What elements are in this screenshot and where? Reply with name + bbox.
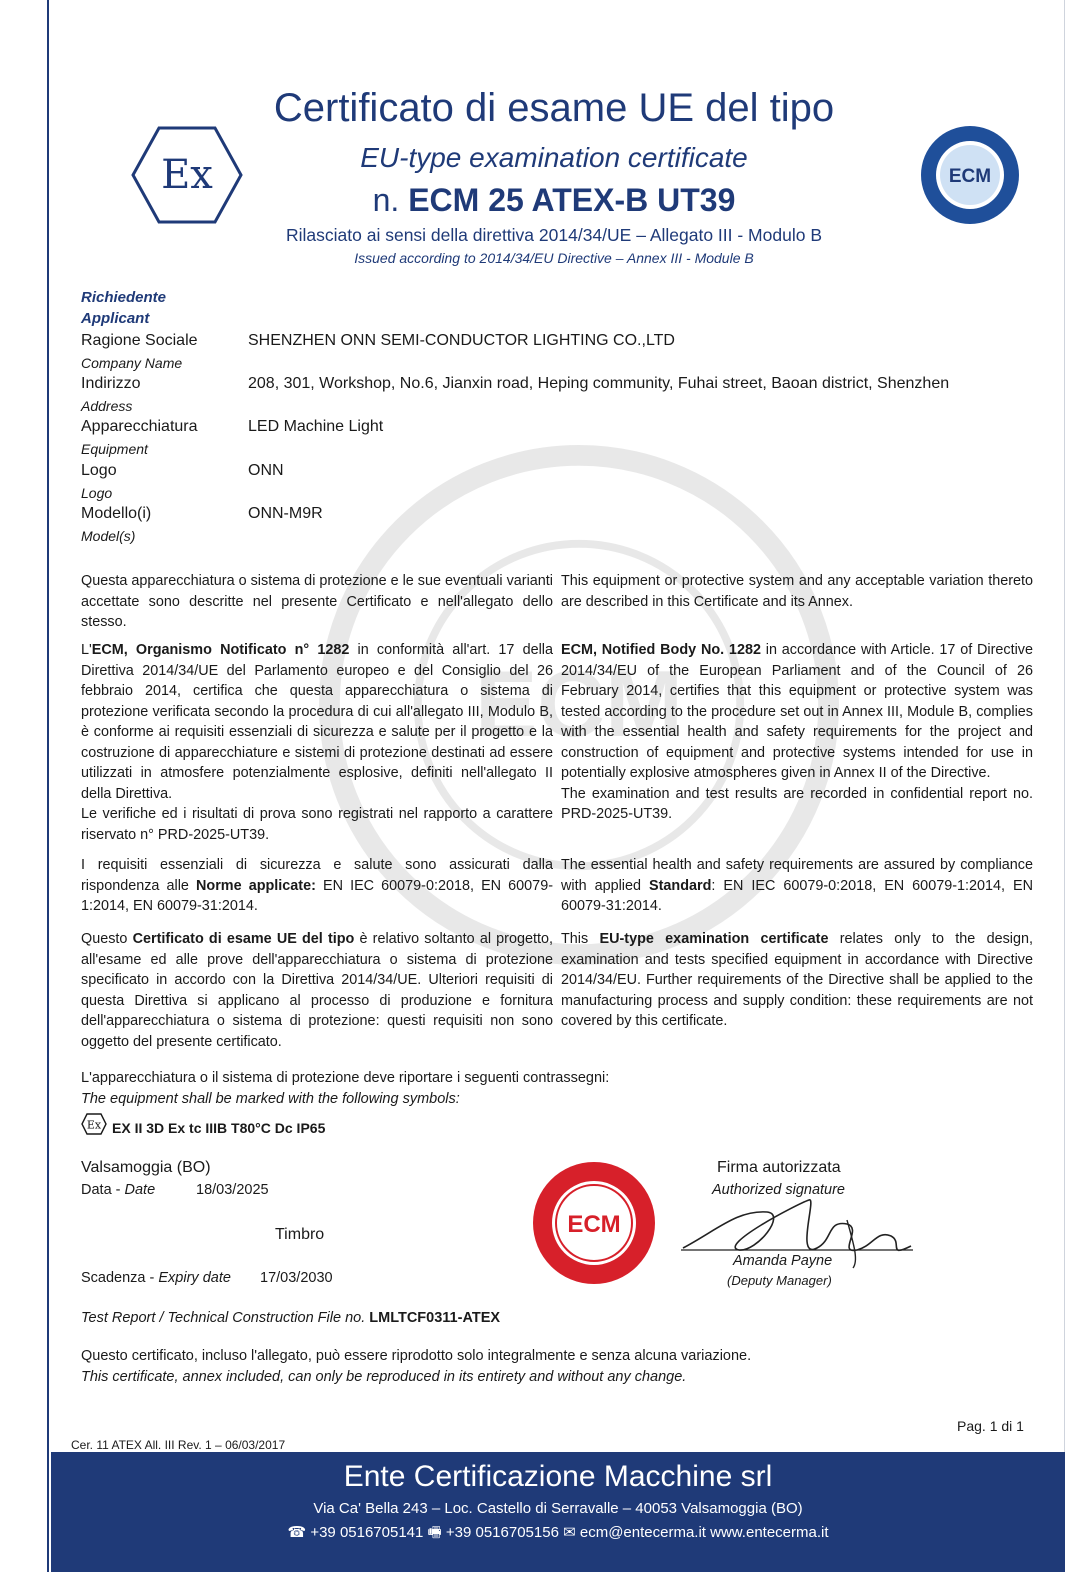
- signature-label-it: Firma autorizzata: [717, 1159, 841, 1176]
- field-label-en: Model(s): [81, 528, 136, 544]
- equipment-value: LED Machine Light: [248, 418, 384, 435]
- marking-intro-it: L'apparecchiatura o il sistema di protezione deve riportare i seguenti contrassegni:: [81, 1070, 610, 1086]
- fax-icon: 🖷: [427, 1524, 442, 1541]
- page-number: Pag. 1 di 1: [957, 1418, 1024, 1434]
- svg-text:ECM: ECM: [948, 166, 992, 187]
- footer-website[interactable]: www.entecerma.it: [710, 1524, 829, 1541]
- date-value: 18/03/2025: [196, 1182, 269, 1198]
- footer-contacts: [51, 1522, 1065, 1547]
- issued-directive-en: Issued according to 2014/34/EU Directive – Annex III - Module B: [354, 250, 754, 266]
- paragraph-description-it: Questa apparecchiatura o sistema di protezione e le sue eventuali varianti accettate sono descritte nel presente Certificato e nell'allegato dello stesso.: [81, 573, 553, 630]
- reproduction-notice-it: Questo certificato, incluso l'allegato, può essere riprodotto solo integralmente e senza alcuna variazione.: [81, 1348, 752, 1364]
- reproduction-notice-en: This certificate, annex included, can only be reproduced in its entirety and without any change.: [81, 1369, 687, 1385]
- certificate-title-en: EU-type examination certificate: [360, 142, 748, 173]
- footer-fax: +39 0516705156: [445, 1524, 559, 1541]
- model-value: ONN-M9R: [248, 505, 323, 522]
- footer-company-name: Ente Certificazione Macchine srl: [343, 1460, 773, 1493]
- field-label-en: Company Name: [81, 355, 183, 371]
- field-label-en: Address: [81, 398, 133, 414]
- field-label-it: Logo: [81, 462, 117, 479]
- paragraph-scope-it: Questo Certificato di esame UE del tipo è relativo soltanto al progetto, all'esame ed alle prove dell'apparecchiatura o sistema di protezione specificato in accordo con la Direttiva 2014/34/UE. Ulteriori requisiti di questa Direttiva si applicano al processo di produzione e fornitura dell'apparecchiatura o sistema di protezione: questi requisiti non sono oggetto del presente certificato.: [81, 931, 553, 1050]
- signer-name: Amanda Payne: [733, 1253, 833, 1269]
- svg-text:Ex: Ex: [161, 152, 213, 198]
- issued-directive-it: Rilasciato ai sensi della direttiva 2014/34/UE – Allegato III - Modulo B: [286, 225, 822, 245]
- ecm-red-stamp-icon: [531, 1160, 657, 1286]
- paragraph-notified-body-it: L'ECM, Organismo Notificato n° 1282 in conformità all'art. 17 della Direttiva 2014/34/UE del Parlamento europeo e del Consiglio del 26 febbraio 2014, certifica che questa apparecchiatura o sistema di protezione verificata secondo la procedura di cui all'allegato III, Modulo B, è conforme ai requisiti essenziali di sicurezza e salute per il progetto e la costruzione di apparecchiature e sistemi di protezione destinati ad essere utilizzati in atmosfere potenzialmente esplosive, definiti nell'allegato II della Direttiva. Le verifiche ed i risultati di prova sono registrati nel rapporto a carattere riservato n° PRD-2025-UT39.: [81, 642, 553, 843]
- field-label-en: Logo: [81, 485, 113, 501]
- phone-icon: ☎: [287, 1524, 307, 1541]
- certificate-page: [47, 0, 1065, 1572]
- svg-text:ECM: ECM: [567, 1211, 621, 1238]
- field-label-it: Modello(i): [81, 505, 152, 522]
- footer: [51, 1452, 1065, 1572]
- ex-hexagon-small-icon: [81, 1113, 107, 1135]
- paragraph-notified-body-en: ECM, Notified Body No. 1282 in accordance with Article. 17 of Directive 2014/34/EU of the European Parliament and of the Council of 26 February 2014, certifies that this equipment or protective system was tested according to the procedure set out in Annex III, Module B, complies with the essential health and safety requirements for the project and construction of equipment and protective systems intended for use in potentially explosive atmospheres given in Annex II of the Directive. The examination and test results are recorded in confidential report no. PRD-2025-UT39.: [561, 642, 1033, 822]
- signature-label-en: Authorized signature: [712, 1182, 845, 1198]
- field-label-it: Apparecchiatura: [81, 418, 198, 435]
- field-label-it: Ragione Sociale: [81, 332, 198, 349]
- email-icon: ✉: [563, 1524, 576, 1541]
- certificate-title-it: Certificato di esame UE del tipo: [273, 86, 835, 130]
- place: Valsamoggia (BO): [81, 1159, 211, 1176]
- applicant-heading-en: Applicant: [81, 310, 150, 327]
- applicant-heading-it: Richiedente: [81, 289, 167, 306]
- logo-value: ONN: [248, 462, 284, 479]
- footer-address: Via Ca' Bella 243 – Loc. Castello di Serravalle – 40053 Valsamoggia (BO): [313, 1500, 803, 1517]
- paragraph-description-en: This equipment or protective system and any acceptable variation thereto are described in this Certificate and its Annex.: [561, 573, 1033, 610]
- marking-intro-en: The equipment shall be marked with the following symbols:: [81, 1091, 460, 1107]
- test-report: Test Report / Technical Construction File no. LMLTCF0311-ATEX: [81, 1310, 501, 1326]
- svg-text:ECM: ECM: [475, 651, 683, 757]
- field-label-it: Indirizzo: [81, 375, 141, 392]
- footer-phone: +39 0516705141: [310, 1524, 424, 1541]
- address-value: 208, 301, Workshop, No.6, Jianxin road, Heping community, Fuhai street, Baoan district, Shenzhen: [248, 375, 950, 392]
- expiry-label: Scadenza - Expiry date: [81, 1270, 231, 1286]
- footer-email[interactable]: ecm@entecerma.it: [579, 1524, 706, 1541]
- signer-role: (Deputy Manager): [727, 1273, 832, 1288]
- paragraph-standards-it: I requisiti essenziali di sicurezza e salute sono assicurati dalla rispondenza alle Norme applicate: EN IEC 60079-0:2018, EN 60079-1:2014, EN 60079-31:2014.: [81, 857, 553, 914]
- date-label: Data - Date: [81, 1182, 156, 1198]
- company-name-value: SHENZHEN ONN SEMI-CONDUCTOR LIGHTING CO.,LTD: [248, 332, 675, 349]
- svg-text:Ex: Ex: [86, 1118, 102, 1132]
- marking-code: EX II 3D Ex tc IIIB T80°C Dc IP65: [112, 1120, 326, 1136]
- stamp-label: Timbro: [275, 1226, 325, 1243]
- paragraph-standards-en: The essential health and safety requirements are assured by compliance with applied Standard: EN IEC 60079-0:2018, EN 60079-1:2014, EN 60079-31:2014.: [561, 857, 1033, 914]
- field-label-en: Equipment: [81, 441, 148, 457]
- paragraph-scope-en: This EU-type examination certificate relates only to the design, examination and tests specified equipment in accordance with Directive 2014/34/EU. Further requirements of the Directive shall be applied to the manufacturing process and supply condition: these requirements are not covered by this certificate.: [561, 931, 1033, 1029]
- certificate-number: n. ECM 25 ATEX-B UT39: [372, 182, 736, 218]
- expiry-value: 17/03/2030: [260, 1270, 333, 1286]
- revision-info: Cer. 11 ATEX All. III Rev. 1 – 06/03/2017: [71, 1438, 286, 1452]
